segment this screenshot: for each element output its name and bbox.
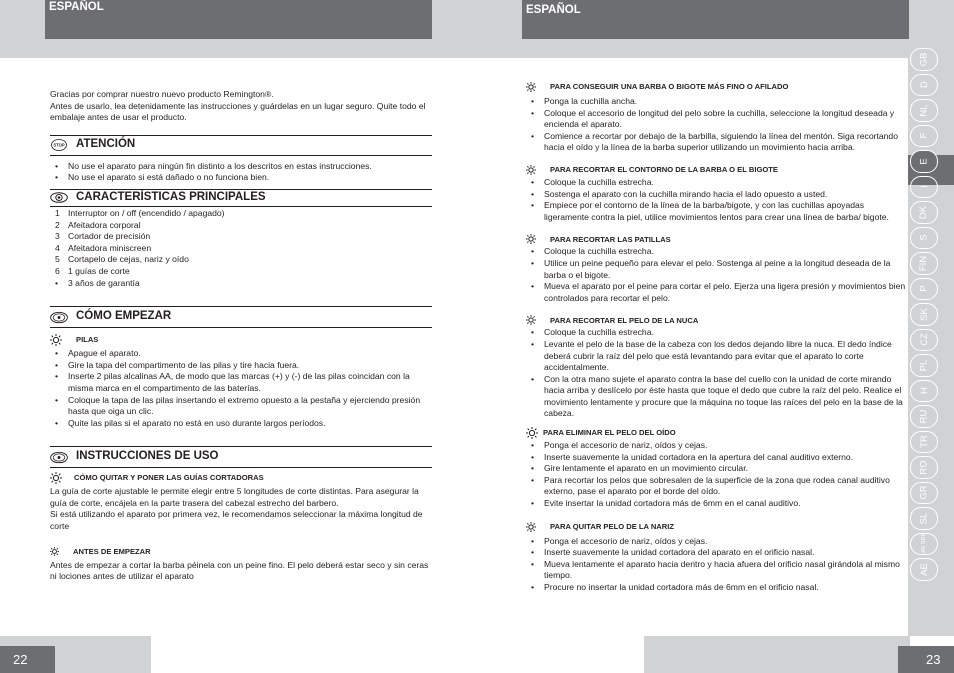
language-tab[interactable] (910, 252, 938, 275)
instruction-section (526, 232, 907, 304)
sub-heading (50, 545, 432, 559)
guides-title: CÓMO QUITAR Y PONER LAS GUÍAS CORTADORAS (74, 473, 264, 483)
before-start-paragraph: Antes de empezar a cortar la barba péinela con un peine fino. El pelo deberá estar seco y sin ceras ni lociones antes de utilizar el aparato (50, 559, 429, 582)
attention-title: ATENCIÓN (76, 138, 136, 151)
language-tab[interactable] (910, 303, 938, 326)
list-item: • Con la otra mano sujete el aparato contra la base del cuello con la unidad de corte mirando hacia arriba y deslícelo por éste hasta que toque el dedo que cubre la raíz del pelo. Realice el movimiento lentamente y procure que la máquina no toque las raíces del pelo en la base de la cabeza. (531, 374, 907, 420)
page-number: 23 (898, 646, 954, 673)
features-section (50, 189, 432, 289)
list-item: • Gire la tapa del compartimento de las pilas y tire hacia fuera. (55, 360, 432, 372)
stop-icon (50, 138, 68, 152)
sun-icon (526, 522, 536, 532)
sun-icon (526, 165, 536, 175)
list-item: • Sostenga el aparato con la cuchilla mirando hacia el lado opuesto a usted. (531, 189, 907, 201)
language-tabs (908, 45, 954, 581)
language-tab[interactable] (910, 74, 938, 97)
language-tab-label: FIN (918, 255, 930, 271)
item-number: 3 (55, 231, 60, 242)
language-tab[interactable] (910, 176, 938, 199)
item-number: • (55, 277, 59, 288)
language-tab-label: NL (918, 104, 930, 117)
item-text: 1 guías de corte (68, 265, 130, 276)
list-item: • No use el aparato si está dañado o no funciona bien. (55, 172, 432, 184)
sub-heading (526, 232, 907, 246)
sub-heading (526, 520, 907, 534)
language-tab[interactable] (910, 533, 938, 556)
sub-heading (50, 471, 432, 485)
language-tab-label: DK (918, 205, 930, 219)
language-tab-label: SL (918, 512, 930, 525)
list-item: • Ponga el accesorio de nariz, oídos y cejas. (531, 536, 907, 548)
before-start-title: ANTES DE EMPEZAR (73, 546, 151, 556)
language-tab[interactable] (910, 125, 938, 148)
section-title: PARA ELIMINAR EL PELO DEL OÍDO (543, 428, 676, 438)
list-item: • Coloque la cuchilla estrecha. (531, 246, 907, 258)
item-text: Afeitadora corporal (68, 219, 141, 230)
language-tab-label: GB (918, 52, 930, 67)
sun-icon (526, 82, 536, 92)
language-tab-label: RU (918, 409, 930, 424)
language-tab[interactable] (910, 558, 938, 581)
item-text: 3 años de garantía (68, 277, 140, 288)
features-title: CARACTERÍSTICAS PRINCIPALES (76, 191, 266, 204)
list-item: • Ponga el accesorio de nariz, oídos y cejas. (531, 440, 907, 452)
header-language-label: ESPAÑOL (45, 0, 432, 39)
sun-icon (50, 547, 59, 556)
list-item: • Quite las pilas si el aparato no está en uso durante largos períodos. (55, 418, 432, 430)
list-item (55, 220, 432, 232)
sub-heading (50, 333, 432, 347)
getting-started-section (50, 306, 432, 429)
list-item (55, 208, 432, 220)
item-number: 2 (55, 219, 60, 230)
list-item: • Inserte 2 pilas alcalinas AA, de modo que las marcas (+) y (-) de las pilas coincidan con la misma marca en el compartimento de las baterías. (55, 371, 432, 394)
list-item (55, 243, 432, 255)
list-item (55, 266, 432, 278)
language-tab-label: AE (918, 562, 930, 576)
list-item: • Gire lentamente el aparato en un movimiento circular. (531, 463, 907, 475)
intro-line-2: Antes de usarlo, lea detenidamente las instrucciones y guárdelas en un lugar seguro. Quite todo el embalaje antes de usar el producto. (50, 100, 426, 123)
intro (50, 89, 432, 124)
list-item (55, 278, 432, 290)
list-item: • Coloque la cuchilla estrecha. (531, 177, 907, 189)
language-tab-label: P (918, 285, 930, 292)
language-tab-label: CZ (918, 333, 930, 347)
list-item: • Coloque la tapa de las pilas insertando el extremo opuesto a la pestaña y ejerciendo presión hasta que oiga un clic. (55, 395, 432, 418)
section-heading (50, 189, 432, 207)
list-item: • Mueva lentamente el aparato hacia dentro y hacia afuera del orificio nasal girándola al mismo tiempo. (531, 559, 907, 582)
sun-icon (526, 234, 536, 244)
list-item: • Utilice un peine pequeño para elevar el pelo. Sostenga al peine a la longitud deseada de la barba o el bigote. (531, 258, 907, 281)
features-list (50, 208, 432, 289)
instruction-section (526, 313, 907, 420)
eye-icon (50, 191, 68, 205)
language-tab-label: GR (918, 485, 930, 500)
section-title: PARA CONSEGUIR UNA BARBA O BIGOTE MÁS FINO O AFILADO (550, 82, 789, 92)
language-tab[interactable] (910, 227, 938, 250)
instruction-section (526, 80, 907, 154)
list-item: • Coloque el accesorio de longitud del pelo sobre la cuchilla, seleccione la longitud deseada y encienda el aparato. (531, 108, 907, 131)
item-number: 6 (55, 265, 60, 276)
language-tab-label: E (918, 158, 930, 165)
item-number: 1 (55, 207, 60, 218)
language-tab[interactable] (910, 482, 938, 505)
section-list (526, 246, 907, 304)
section-title: PARA RECORTAR EL CONTORNO DE LA BARBA O EL BIGOTE (550, 165, 778, 175)
sub-heading (526, 426, 907, 440)
list-item: • Apague el aparato. (55, 348, 432, 360)
instruction-section (526, 426, 907, 510)
instruction-section (526, 520, 907, 594)
section-heading (50, 446, 432, 468)
footer-band (644, 636, 910, 673)
language-tab-label: I (918, 185, 930, 189)
section-title: PARA RECORTAR LAS PATILLAS (550, 234, 671, 244)
attention-section (50, 135, 432, 184)
sub-heading (526, 80, 907, 94)
instructions-title: INSTRUCCIONES DE USO (76, 450, 219, 463)
list-item: • Empiece por el contorno de la línea de la barba/bigote, y con las cuchillas apoyadas ligeramente contra la piel, utilice movimientos lentos para crear una línea de barba/ bigote. (531, 200, 907, 223)
language-tab[interactable] (910, 507, 938, 530)
language-tab[interactable] (910, 201, 938, 224)
language-tab[interactable] (910, 48, 938, 71)
header-language-label: ESPAÑOL (522, 0, 909, 39)
item-text: Cortapelo de cejas, nariz y oído (68, 254, 189, 265)
section-list (526, 96, 907, 154)
sub-heading (526, 163, 907, 177)
page-number: 22 (0, 646, 55, 673)
language-tab[interactable] (910, 278, 938, 301)
language-tab-label: RO (918, 460, 930, 475)
language-tab-label: H (918, 387, 930, 395)
batteries-title: PILAS (76, 335, 99, 345)
instruction-section (526, 163, 907, 223)
guides-paragraph-1: La guía de corte ajustable le permite elegir entre 5 longitudes de corte distintas. Para asegurar la guía de corte, encájela en la parte trasera del cabezal estrecho del barbero. (50, 486, 419, 508)
language-tab[interactable] (910, 99, 938, 122)
getting-started-title: CÓMO EMPEZAR (76, 310, 172, 323)
right-page (477, 0, 954, 673)
list-item: • Coloque la cuchilla estrecha. (531, 327, 907, 339)
section-list (526, 177, 907, 223)
sun-icon (50, 472, 62, 484)
section-list (526, 536, 907, 594)
list-item (55, 254, 432, 266)
sun-icon (526, 315, 536, 325)
list-item (55, 231, 432, 243)
eye-icon (50, 450, 68, 464)
language-tab[interactable] (910, 456, 938, 479)
language-tab[interactable] (910, 354, 938, 377)
language-tab[interactable] (910, 405, 938, 428)
attention-list (50, 161, 432, 184)
item-text: Afeitadora miniscreen (68, 242, 152, 253)
language-tab[interactable] (910, 150, 938, 173)
section-heading (50, 135, 432, 156)
list-item: • Inserte suavemente la unidad cortadora del aparato en el orificio nasal. (531, 547, 907, 559)
left-content (50, 89, 432, 583)
language-tab[interactable] (910, 329, 938, 352)
instructions-section (50, 446, 432, 583)
section-heading (50, 306, 432, 328)
stop-icon-text: STOP (53, 142, 65, 148)
intro-line-1: Gracias por comprar nuestro nuevo producto Remington®. (50, 89, 274, 99)
eye-icon (50, 310, 68, 324)
language-tab-label: F (918, 132, 930, 139)
sun-icon (526, 427, 538, 439)
sub-heading (526, 313, 907, 327)
list-item: • Procure no insertar la unidad cortadora más de 6mm en el orificio nasal. (531, 582, 907, 594)
item-text: Interruptor on / off (encendido / apagado) (68, 207, 225, 218)
list-item: • Mueva el aparato por el peine para cortar el pelo. Ejerza una ligera presión y movimientos bien controlados para recortar el pelo. (531, 281, 907, 304)
language-tab[interactable] (910, 431, 938, 454)
language-tab-label: SK (918, 307, 930, 321)
section-list (526, 327, 907, 420)
language-tab-label: HR/ SRB (921, 532, 927, 555)
language-tab-label: PL (918, 359, 930, 372)
list-item: • Levante el pelo de la base de la cabeza con los dedos dejando libre la nuca. El dedo índice deberá cubrir la raíz del pelo que está levantando para evitar que el aparato lo corte accidentalmente. (531, 339, 907, 374)
list-item: • Ponga la cuchilla ancha. (531, 96, 907, 108)
item-number: 5 (55, 254, 60, 265)
section-title: PARA RECORTAR EL PELO DE LA NUCA (550, 315, 699, 325)
language-sidebar (908, 45, 954, 636)
guides-paragraph-2: Si está utilizando el aparato por primera vez, le recomendamos seleccionar la máxima longitud de corte (50, 509, 423, 532)
list-item: • Comience a recortar por debajo de la barbilla, siguiendo la línea del mentón. Siga recortando hacia el oído y la línea de la barba superior utilizando un movimiento hacia arriba. (531, 131, 907, 154)
list-item: • Evite insertar la unidad cortadora más de 6mm en el canal auditivo. (531, 498, 907, 510)
sun-icon (50, 334, 62, 346)
list-item: • Para recortar los pelos que sobresalen de la superficie de la zona que rodea canal auditivo externo, pase el aparato por el borde del oído. (531, 475, 907, 498)
batteries-list (50, 348, 432, 429)
section-list (526, 440, 907, 510)
language-tab-label: TR (918, 435, 930, 449)
language-tab-label: D (918, 81, 930, 89)
language-tab[interactable] (910, 380, 938, 403)
item-number: 4 (55, 242, 60, 253)
right-content (526, 80, 907, 594)
item-text: Cortador de precisión (68, 231, 151, 242)
language-tab-label: S (918, 234, 930, 241)
list-item: • No use el aparato para ningún fin distinto a los descritos en estas instrucciones. (55, 161, 432, 173)
section-title: PARA QUITAR PELO DE LA NARIZ (550, 521, 675, 531)
list-item: • Inserte suavemente la unidad cortadora en la apertura del canal auditivo externo. (531, 452, 907, 464)
